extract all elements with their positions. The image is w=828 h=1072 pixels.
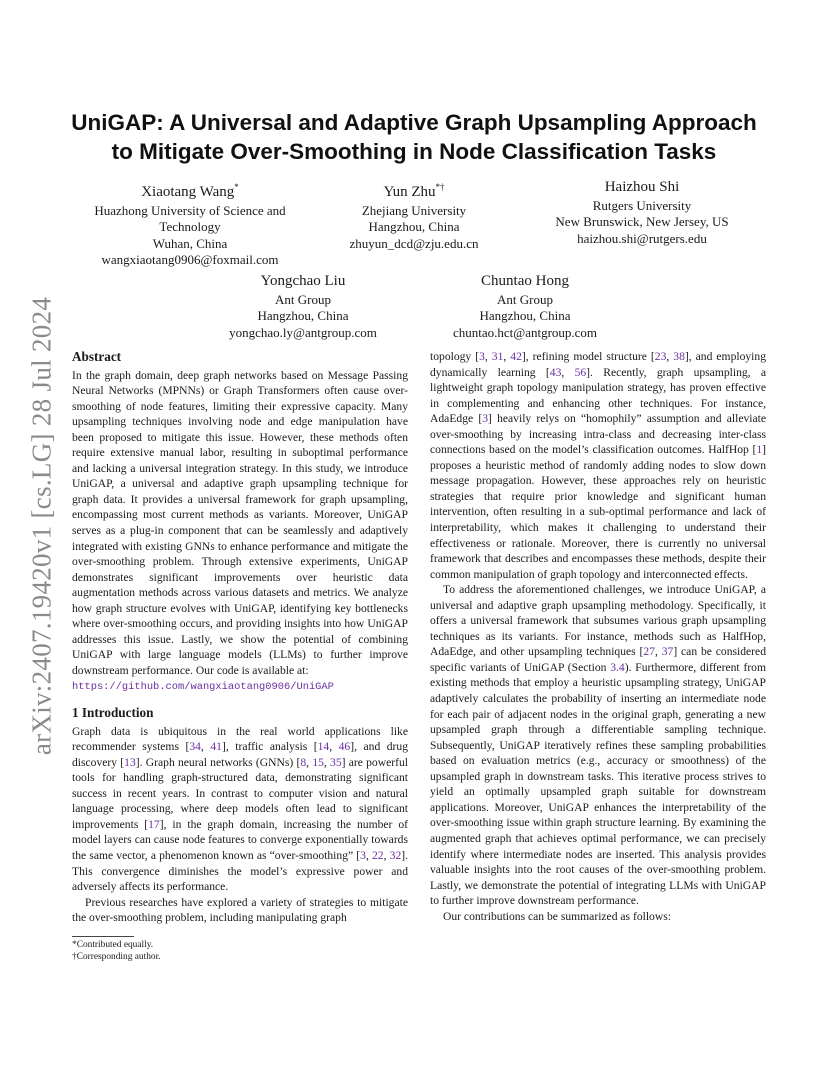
abstract-heading: Abstract	[72, 349, 122, 364]
body-paragraph: Our contributions can be summarized as follows:	[443, 909, 671, 923]
citation-link[interactable]: 38	[673, 350, 685, 363]
intro-paragraph-1: Graph data is ubiquitous in the real world applications like recommender systems [34, 41], traffic analysis [14, 46], and drug discovery [13]. Graph neural networks (GNNs) [8, 15, 35] are powerful tools for handling graph-structured data, demonstrating significant success in recent years. In contrast to computer vision and natural language processing, where deep models often lead to significant improvements [17], in the graph domain, increasing the number of model layers can cause node features to converge exponentially towards the same vector, a phenomenon known as “over-smoothing” [3, 22, 32]. This convergence diminishes the model’s expressive power and adversely affects its performance.	[72, 724, 409, 894]
intro-paragraph-2: Previous researches have explored a variety of strategies to mitigate the over-smoothing problem, including manipulating graph	[72, 895, 408, 925]
body-paragraph: To address the aforementioned challenges, we introduce UniGAP, a universal and adaptive graph upsampling methodology. Specifically, it offers a universal framework that subsumes various graph upsampling techniques as its variants. For instance, methods such as HalfHop, AdaEdge, and other upsampling techniques [27, 37] can be considered specific variants of UniGAP (Section 3.4). Furthermore, different from existing methods that employ a heuristic upsampling strategy, UniGAP adaptively calculates the probability of inserting an intermediate node for each pair of adjacent nodes in the original graph, generating a new upsampled graph through a differentiable sampling technique. Subsequently, UniGAP iteratively refines these sampling probabilities based on evaluation metrics (e.g., accuracy or smoothness) of the upsampled graph in downstream tasks. This iterative process strives to yield an optimally upsampled graph suitable for downstream applications. Moreover, UniGAP enhances the interpretability of the over-smoothing issue within graph structure learning. By examining the augmented graph that achieves optimal performance, we can precisely identify where intermediate nodes are inserted. This analysis provides valuable insights into the root causes of the over-smoothing problem. Lastly, we demonstrate the potential of integrating LLMs with UniGAP to further improve downstream performance.	[430, 583, 766, 908]
author-email: yongchao.ly@antgroup.com	[229, 324, 377, 340]
author-block	[80, 178, 300, 269]
citation-link[interactable]: 34	[189, 740, 201, 754]
citation-link[interactable]: 27	[643, 645, 655, 659]
citation-link[interactable]: 17	[148, 817, 160, 831]
citation-link[interactable]: 56	[574, 365, 587, 379]
author-email: zhuyun_dcd@zju.edu.cn	[349, 235, 479, 251]
title-line-1: UniGAP: A Universal and Adaptive Graph Upsampling Approach	[71, 110, 757, 135]
citation-link[interactable]: 3	[482, 412, 489, 426]
citation-link[interactable]: 41	[210, 740, 222, 754]
citation-link[interactable]: 42	[510, 350, 522, 363]
author-affiliation: Huazhong University of Science and	[94, 203, 286, 218]
citation-link[interactable]: 1	[756, 443, 763, 457]
arxiv-stamp: arXiv:2407.19420v1 [cs.LG] 28 Jul 2024	[26, 296, 57, 756]
author-name: Haizhou Shi	[604, 179, 680, 195]
author-location: Hangzhou, China	[479, 308, 571, 324]
author-mark: *†	[435, 182, 445, 192]
citation-link[interactable]: 31	[491, 350, 504, 363]
author-affiliation: Ant Group	[497, 292, 553, 307]
author-email: haizhou.shi@rutgers.edu	[577, 230, 707, 246]
author-block	[324, 178, 504, 252]
footnote-rule	[72, 936, 134, 937]
citation-link[interactable]: 43	[549, 365, 562, 379]
citation-link[interactable]: 37	[661, 645, 674, 659]
citation-link[interactable]: 23	[654, 350, 667, 363]
citation-link[interactable]: 8	[300, 755, 307, 769]
citation-link[interactable]: 3	[479, 350, 485, 363]
citation-link[interactable]: 3	[360, 848, 366, 862]
author-affiliation: Ant Group	[275, 292, 331, 307]
author-email: chuntao.hct@antgroup.com	[452, 324, 598, 340]
author-name: Yongchao Liu	[260, 273, 346, 289]
abstract-text: In the graph domain, deep graph networks based on Message Passing Neural Networks (MPNNs) or Graph Transformers often cause over-smoothing of node features, limiting their expressive capacity. Many upsampling techniques involving node and edge manipulation have been proposed to mitigate this issue. However, these methods often require extensive manual labor, resulting in suboptimal performance and lacking a universal integration strategy. In this study, we introduce UniGAP, a universal and adaptive graph upsampling technique for graph data. It provides a universal framework for graph upsampling, encompassing most current methods as variants. Moreover, UniGAP serves as a plug-in component that can be seamlessly and adaptively integrated with existing GNNs to enhance performance and mitigate the over-smoothing problem. Through extensive experiments, UniGAP demonstrates significant improvements over heuristic data augmentation methods across various datasets and metrics. We analyze how graph structure evolves with UniGAP, identifying key bottlenecks where over-smoothing occurs, and providing insights into how UniGAP addresses this issue. Lastly, we show the potential of combining UniGAP with large language models (LLMs) to further improve downstream performance. Our code is available at: https://github.com/wangxiaotang0906/UniGAP	[72, 368, 408, 694]
citation-link[interactable]: 22	[372, 848, 384, 862]
footnote: †Corresponding author.	[72, 952, 161, 962]
citation-link[interactable]: 32	[389, 848, 402, 862]
code-link[interactable]: https://github.com/wangxiaotang0906/UniGAP	[72, 681, 334, 694]
left-column	[72, 349, 408, 926]
section-link[interactable]: 3.4	[610, 660, 625, 674]
author-block	[200, 272, 406, 341]
citation-link[interactable]: 15	[312, 755, 324, 769]
citation-link[interactable]: 35	[330, 755, 342, 769]
body-paragraph: topology [3, 31, 42], refining model structure [23, 38], and employing dynamically learning [43, 56]. Recently, graph upsampling, a lightweight graph topology manipulation strategy, has proven effective in complementing and enhancing other techniques. For instance, AdaEdge [3] heavily relys on “homophily” assumption and alleviate over-smoothing by increasing intra-class and decreasing inter-class connections based on the model’s classification outcomes. HalfHop [1] proposes a heuristic method of randomly adding nodes to slow down message propagation. However, these approaches rely on heuristic strategies that require prior knowledge and significant human intervention, often resulting in a sub-optimal performance and lack of interpretability, which makes it challenging to understand their effectiveness or rationale. Moreover, there is currently no universal framework that describes and encompasses these methods, despite their common manipulation of graph topology and interconnected effects.	[430, 350, 767, 581]
section-heading-introduction: 1 Introduction	[72, 705, 154, 721]
author-block	[422, 272, 628, 341]
author-affiliation: Technology	[159, 219, 221, 235]
author-location: Wuhan, China	[152, 235, 228, 251]
citation-link[interactable]: 13	[124, 755, 136, 769]
author-location: New Brunswick, New Jersey, US	[555, 214, 729, 230]
author-block	[532, 178, 752, 247]
author-affiliation: Zhejiang University	[361, 203, 467, 218]
citation-link[interactable]: 14	[317, 740, 330, 754]
author-name: Chuntao Hong	[481, 273, 569, 289]
author-name: Yun Zhu	[383, 184, 436, 200]
author-location: Hangzhou, China	[368, 219, 460, 235]
footnotes	[72, 936, 408, 963]
citation-link[interactable]: 46	[338, 740, 351, 754]
right-column	[430, 349, 766, 924]
author-email: wangxiaotang0906@foxmail.com	[101, 252, 279, 268]
author-affiliation: Rutgers University	[592, 198, 692, 213]
footnote: *Contributed equally.	[72, 940, 154, 950]
paper-title	[60, 108, 768, 166]
author-mark: *	[234, 182, 239, 192]
author-location: Hangzhou, China	[257, 308, 349, 324]
author-name: Xiaotang Wang	[141, 184, 235, 200]
title-line-2: to Mitigate Over-Smoothing in Node Classification Tasks	[111, 139, 717, 164]
